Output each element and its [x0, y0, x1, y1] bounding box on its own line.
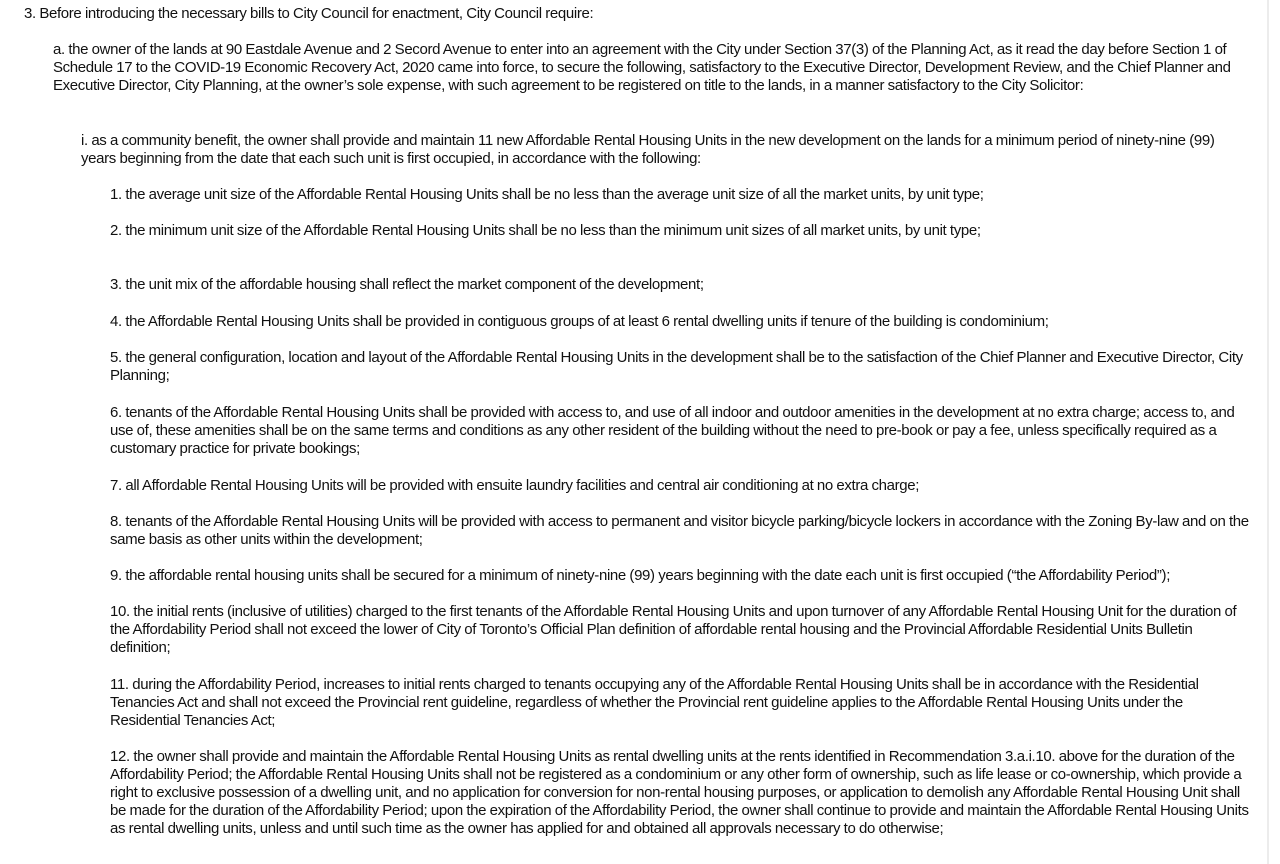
- scrollbar-track[interactable]: [1267, 0, 1269, 864]
- list-item-3: 3. the unit mix of the affordable housing shall reflect the market component of the development;: [110, 276, 704, 293]
- recommendation-3: 3. Before introducing the necessary bills to City Council for enactment, City Council require:: [24, 5, 594, 22]
- list-item-5: 5. the general configuration, location and layout of the Affordable Rental Housing Units in the development shall be to the satisfaction of the Chief Planner and Executive Director, City Planning;: [110, 349, 1243, 384]
- list-item-10: 10. the initial rents (inclusive of utilities) charged to the first tenants of the Affordable Rental Housing Units and upon turnover of any Affordable Rental Housing Unit for the duration of the Affordability Period shall not exceed the lower of City of Toronto’s Official Plan definition of affordable rental housing and the Provincial Affordable Residential Units Bulletin definition;: [110, 603, 1237, 656]
- list-item-11: 11. during the Affordability Period, increases to initial rents charged to tenants occupying any of the Affordable Rental Housing Units shall be in accordance with the Residential Tenancies Act and shall not exceed the Provincial rent guideline, regardless of whether the Provincial rent guideline applies to the Affordable Rental Housing Units under the Residential Tenancies Act;: [110, 676, 1199, 729]
- clause-a: a. the owner of the lands at 90 Eastdale Avenue and 2 Secord Avenue to enter into an agreement with the City under Section 37(3) of the Planning Act, as it read the day before Section 1 of Schedule 17 to the COVID-19 Economic Recovery Act, 2020 came into force, to secure the following, satisfactory to the Executive Director, Development Review, and the Chief Planner and Executive Director, City Planning, at the owner’s sole expense, with such agreement to be registered on title to the lands, in a manner satisfactory to the City Solicitor:: [53, 41, 1231, 94]
- clause-i: i. as a community benefit, the owner shall provide and maintain 11 new Affordable Rental Housing Units in the new development on the lands for a minimum period of ninety-nine (99) years beginning from the date that each such unit is first occupied, in accordance with the following:: [81, 132, 1215, 167]
- list-item-8: 8. tenants of the Affordable Rental Housing Units will be provided with access to permanent and visitor bicycle parking/bicycle lockers in accordance with the Zoning By-law and on the same basis as other units within the development;: [110, 513, 1249, 548]
- list-item-4: 4. the Affordable Rental Housing Units shall be provided in contiguous groups of at least 6 rental dwelling units if tenure of the building is condominium;: [110, 313, 1049, 330]
- list-item-1: 1. the average unit size of the Affordable Rental Housing Units shall be no less than the average unit size of all the market units, by unit type;: [110, 186, 984, 203]
- list-item-2: 2. the minimum unit size of the Affordable Rental Housing Units shall be no less than the minimum unit sizes of all market units, by unit type;: [110, 222, 981, 239]
- list-item-9: 9. the affordable rental housing units shall be secured for a minimum of ninety-nine (99) years beginning with the date each unit is first occupied (“the Affordability Period”);: [110, 567, 1171, 584]
- list-item-7: 7. all Affordable Rental Housing Units will be provided with ensuite laundry facilities and central air conditioning at no extra charge;: [110, 477, 920, 494]
- list-item-12: 12. the owner shall provide and maintain the Affordable Rental Housing Units as rental dwelling units at the rents identified in Recommendation 3.a.i.10. above for the duration of the Affordability Period; the Affordable Rental Housing Units shall not be registered as a condominium or any other form of ownership, such as life lease or co-ownership, which provide a right to exclusive possession of a dwelling unit, and no application for conversion for non-rental housing purposes, or application to demolish any Affordable Rental Housing Unit shall be made for the duration of the Affordability Period; upon the expiration of the Affordability Period, the owner shall continue to provide and maintain the Affordable Rental Housing Units as rental dwelling units, unless and until such time as the owner has applied for and obtained all approvals necessary to do otherwise;: [110, 748, 1249, 837]
- list-item-6: 6. tenants of the Affordable Rental Housing Units shall be provided with access to, and use of all indoor and outdoor amenities in the development at no extra charge; access to, and use of, these amenities shall be on the same terms and conditions as any other resident of the building without the need to pre-book or pay a fee, unless specifically required as a customary practice for private bookings;: [110, 404, 1235, 457]
